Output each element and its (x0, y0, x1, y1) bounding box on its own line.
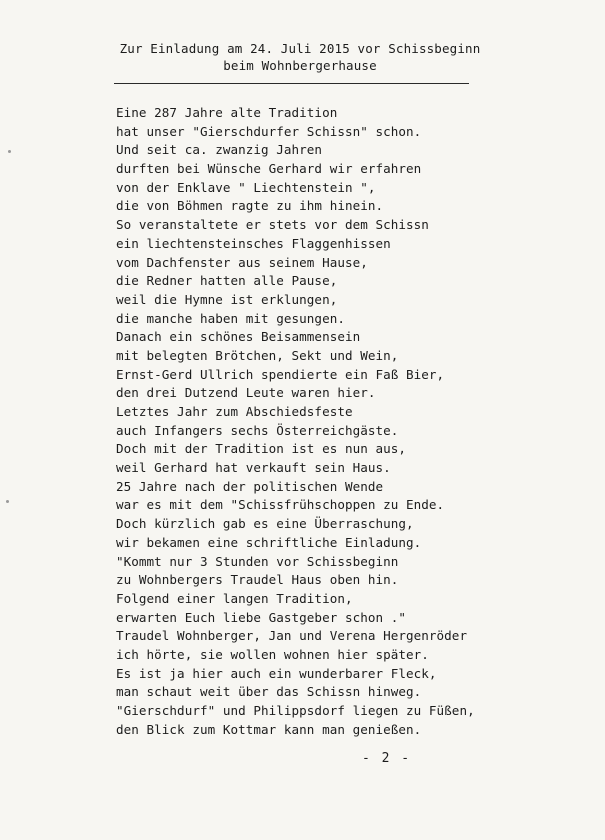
poem-line: erwarten Euch liebe Gastgeber schon ." (116, 609, 407, 625)
poem-line: mit belegten Brötchen, Sekt und Wein, (116, 347, 399, 363)
poem-line: ich hörte, sie wollen wohnen hier später. (116, 646, 429, 662)
poem-line: hat unser "Gierschdurfer Schissn" schon. (116, 123, 422, 139)
poem-line: Und seit ca. zwanzig Jahren (116, 142, 323, 158)
poem-body (116, 104, 586, 739)
poem-line: man schaut weit über das Schissn hinweg. (116, 684, 422, 700)
poem-line: Letztes Jahr zum Abschiedsfeste (116, 404, 353, 419)
poem-line: Es ist ja hier auch ein wunderbarer Fleck, (116, 665, 437, 681)
page-number: - 2 - (362, 751, 412, 766)
poem-line: durften bei Wünsche Gerhard wir erfahren (116, 161, 422, 177)
poem-line: "Kommt nur 3 Stunden vor Schissbeginn (116, 553, 399, 569)
poem-line: Danach ein schönes Beisammensein (116, 329, 361, 345)
poem-line: wir bekamen eine schriftliche Einladung. (116, 534, 422, 550)
poem-line: "Gierschdurf" und Philippsdorf liegen zu Füßen, (116, 703, 475, 718)
poem-line: weil die Hymne ist erklungen, (116, 291, 338, 307)
scan-speck (6, 500, 9, 503)
poem-line: den drei Dutzend Leute waren hier. (116, 385, 376, 401)
poem-line: Doch mit der Tradition ist es nun aus, (116, 441, 407, 457)
poem-line: ein liechtensteinsches Flaggenhissen (116, 235, 391, 251)
poem-line: den Blick zum Kottmar kann man genießen. (116, 721, 422, 737)
poem-line: vom Dachfenster aus seinem Hause, (116, 254, 368, 270)
poem-line: weil Gerhard hat verkauft sein Haus. (116, 460, 391, 476)
scan-speck (8, 150, 11, 153)
poem-line: 25 Jahre nach der politischen Wende (116, 478, 384, 494)
poem-line: Ernst-Gerd Ullrich spendierte ein Faß Bier, (116, 366, 445, 382)
poem-line: die Redner hatten alle Pause, (116, 273, 338, 289)
document-heading (100, 40, 500, 74)
poem-line: auch Infangers sechs Österreichgäste. (116, 422, 399, 438)
poem-line: So veranstaltete er stets vor dem Schissn (116, 217, 429, 233)
poem-line: von der Enklave " Liechtenstein ", (116, 179, 376, 195)
heading-line-1: Zur Einladung am 24. Juli 2015 vor Schissbeginn (119, 41, 481, 56)
poem-line: war es mit dem "Schissfrühschoppen zu Ende. (116, 497, 445, 513)
poem-line: Eine 287 Jahre alte Tradition (116, 105, 338, 120)
poem-line: die von Böhmen ragte zu ihm hinein. (116, 198, 384, 214)
poem-line: Folgend einer langen Tradition, (116, 590, 353, 606)
poem-line: Traudel Wohnberger, Jan und Verena Hergenröder (116, 628, 468, 644)
poem-line: Doch kürzlich gab es eine Überraschung, (116, 516, 414, 532)
poem-line: zu Wohnbergers Traudel Haus oben hin. (116, 572, 399, 588)
heading-line-2: beim Wohnbergerhause (223, 58, 377, 73)
poem-line: die manche haben mit gesungen. (116, 310, 345, 326)
heading-underline (114, 83, 469, 84)
